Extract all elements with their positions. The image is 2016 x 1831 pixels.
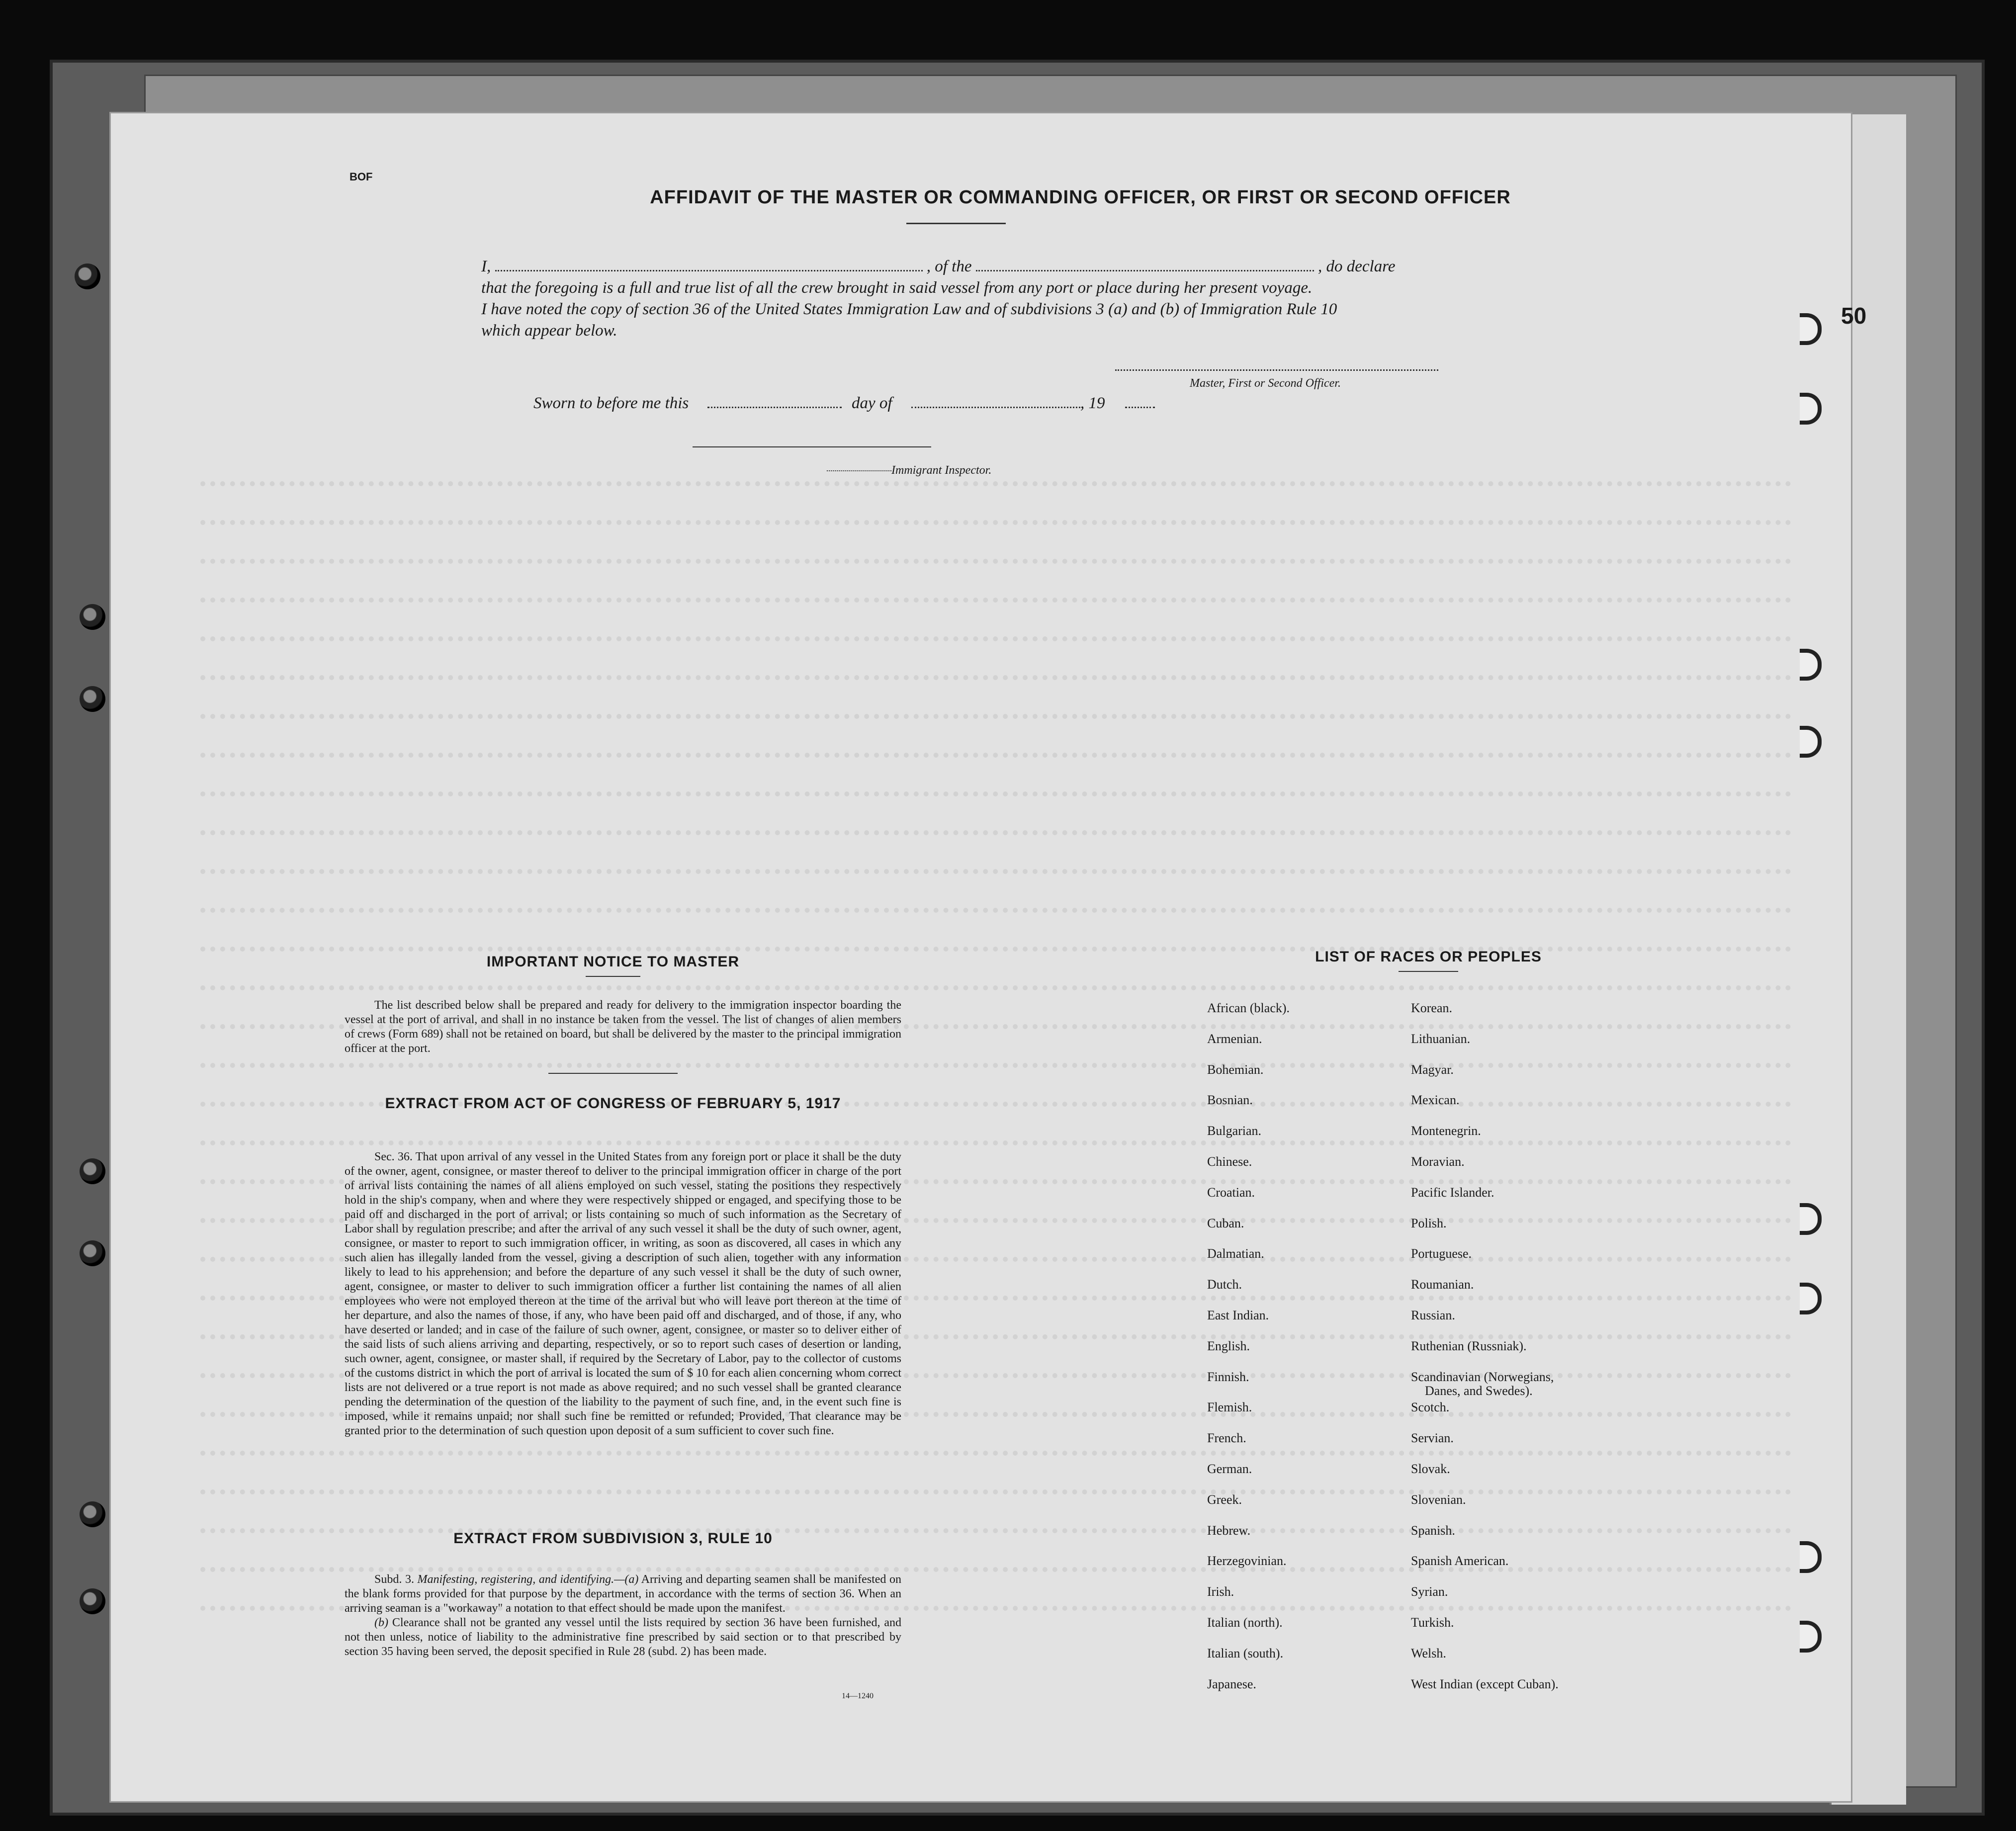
sworn-year: , 19: [1080, 394, 1105, 412]
race-item: Scotch.: [1411, 1400, 1450, 1415]
act-sec-label: Sec. 36.: [374, 1150, 413, 1163]
bleed-through-row: [200, 559, 1791, 568]
race-item: Greek.: [1207, 1492, 1242, 1507]
sworn-day-blank: [707, 407, 842, 408]
bleed-through-row: [200, 908, 1791, 917]
officer-label: Master, First or Second Officer.: [1190, 377, 1341, 390]
sworn-month-blank: [911, 407, 1080, 408]
race-item: English.: [1207, 1338, 1250, 1353]
act-text: That upon arrival of any vessel in the United States from any foreign port or place it shall be the duty of the owner, agent, consignee, or master thereof to deliver to the principal immigration officer in charge of the port of arrival lists containing the names of all aliens employed on such vessel, stating the positions they respectively hold in the ship's company, when and where they were respectively shipped or engaged, and specifying those to be paid off and discharged in the port of arrival; or lists containing so much of such information as the Secretary of Labor shall by regulation prescribe; and after the arrival of any such vessel it shall be the duty of such owner, agent, consignee, or master to report to such immigration officer, in writing, as soon as discovered, all cases in which any such alien has illegally landed from the vessel, giving a description of such alien, together with any information likely to lead to his apprehension; and before the departure of any such vessel it shall be the duty of such owner, agent, consignee, or master to deliver to such immigration officer a further list containing the names of all alien employees who were not employed thereon at the time of the arrival but who will leave port thereon at the time of her departure, and also the names of those, if any, who have been paid off and discharged, and of those, if any, who have deserted or landed; and in case of the failure of such owner, agent, consignee, or master so to deliver either of the said lists of such aliens arriving and departing, respectively, or so to report such cases of desertion or landing, such owner, agent, consignee, or master shall, if required by the Secretary of Labor, pay to the collector of customs of the customs district in which the port of arrival is located the sum of $ 10 for each alien concerning whom correct lists are not delivered or a true report is not made as above required; and no such vessel shall be granted clearance pending the determination of the question of the liability to the payment of such fine, and, in the event such fine is imposed, while it remains unpaid; nor shall such fine be remitted or refunded; Provided, That clearance may be granted prior to the determination of such question upon deposit of a sum sufficient to cover such fine.: [345, 1150, 901, 1437]
race-item: Roumanian.: [1411, 1277, 1474, 1292]
bleed-through-row: [200, 830, 1791, 839]
race-item: German.: [1207, 1462, 1252, 1476]
race-item: Chinese.: [1207, 1154, 1252, 1169]
rule-body: [345, 1572, 901, 1659]
race-item: Dalmatian.: [1207, 1246, 1264, 1261]
act-heading: EXTRACT FROM ACT OF CONGRESS OF FEBRUARY 5, 1917: [385, 1095, 841, 1112]
race-item: Russian.: [1411, 1308, 1455, 1322]
race-item: Croatian.: [1207, 1185, 1255, 1200]
race-item: Montenegrin.: [1411, 1124, 1481, 1138]
race-item: Servian.: [1411, 1431, 1454, 1446]
race-item: Moravian.: [1411, 1154, 1465, 1169]
race-item: Herzegovinian.: [1207, 1554, 1287, 1569]
race-item: Spanish American.: [1411, 1554, 1509, 1569]
binder-ring: [80, 1588, 105, 1614]
binder-ring: [80, 686, 105, 712]
bleed-through-row: [200, 985, 1791, 994]
rule-paragraph-a: [345, 1572, 901, 1616]
rule-text-a: Arriving and departing seamen shall be manifested on the blank forms provided for that purpose by the department, in accordance with the terms of section 36. When an arriving seaman is a "workaway" a notation to that effect should be made upon the manifest.: [345, 1573, 901, 1615]
form-number: 14—1240: [842, 1692, 874, 1700]
bleed-through-row: [200, 1140, 1791, 1149]
declaration-line-4: which appear below.: [481, 322, 617, 340]
race-item: Bohemian.: [1207, 1062, 1264, 1077]
race-item: Danes, and Swedes).: [1425, 1383, 1533, 1398]
vessel-blank: [976, 269, 1314, 271]
rule-paragraph-b: [345, 1616, 901, 1659]
race-item: French.: [1207, 1431, 1246, 1446]
races-rule: [1399, 971, 1458, 972]
bleed-through-row: [200, 869, 1791, 878]
inspector-signature-line: [693, 446, 931, 447]
race-item: Italian (south).: [1207, 1646, 1284, 1660]
inspector-label: Immigrant Inspector.: [891, 464, 992, 477]
race-item: Pacific Islander.: [1411, 1185, 1494, 1200]
sworn-start: Sworn to before me this: [533, 394, 689, 412]
edge-number: 50: [1841, 303, 1867, 329]
race-item: Irish.: [1207, 1584, 1234, 1599]
declaration-line-1: [481, 258, 1555, 276]
subd-title: Manifesting, registering, and identifying.—(a): [417, 1573, 639, 1586]
race-item: Slovenian.: [1411, 1492, 1466, 1507]
bleed-through-row: [200, 1063, 1791, 1072]
bleed-through-row: [200, 675, 1791, 684]
race-item: Spanish.: [1411, 1523, 1455, 1538]
bleed-through-row: [200, 714, 1791, 723]
manifest-page: [109, 112, 1867, 1803]
corner-code: BOF: [350, 171, 373, 183]
notice-body: [345, 998, 901, 1056]
race-item: Cuban.: [1207, 1216, 1244, 1230]
race-item: Lithuanian.: [1411, 1031, 1471, 1046]
sworn-day: day of: [852, 394, 892, 412]
race-item: Italian (north).: [1207, 1615, 1283, 1630]
race-item: Korean.: [1411, 1001, 1453, 1015]
race-item: Scandinavian (Norwegians,: [1411, 1369, 1554, 1384]
race-item: West Indian (except Cuban).: [1411, 1676, 1559, 1691]
inspector-dots: [827, 470, 891, 471]
rule-b-label: (b): [374, 1616, 388, 1629]
officer-signature-line: [1115, 369, 1438, 371]
declaration-line-2: that the foregoing is a full and true list of all the crew brought in said vessel from any port or place during her present voyage.: [481, 279, 1313, 297]
race-item: Ruthenian (Russniak).: [1411, 1338, 1527, 1353]
races-heading: LIST OF RACES OR PEOPLES: [1315, 949, 1542, 965]
race-item: Dutch.: [1207, 1277, 1242, 1292]
race-item: Flemish.: [1207, 1400, 1252, 1415]
act-body: [345, 1150, 901, 1438]
bleed-through-row: [200, 636, 1791, 645]
bleed-through-row: [200, 520, 1791, 529]
notice-rule: [586, 976, 640, 977]
race-item: Hebrew.: [1207, 1523, 1251, 1538]
line1-mid: , of the: [926, 258, 972, 275]
race-item: Turkish.: [1411, 1615, 1454, 1630]
bleed-through-row: [200, 1451, 1791, 1460]
bleed-through-row: [200, 1489, 1791, 1498]
line1-end: , do declare: [1317, 258, 1396, 275]
race-item: Armenian.: [1207, 1031, 1262, 1046]
line1-start: I,: [481, 258, 491, 275]
race-item: African (black).: [1207, 1001, 1290, 1015]
sworn-year-blank: [1125, 407, 1155, 408]
affidavit-heading: AFFIDAVIT OF THE MASTER OR COMMANDING OFFICER, OR FIRST OR SECOND OFFICER: [650, 187, 1511, 208]
heading-rule: [906, 223, 1006, 224]
race-item: Polish.: [1411, 1216, 1447, 1230]
binder-ring: [75, 263, 100, 289]
subd-label: Subd. 3.: [374, 1573, 414, 1586]
binder-ring: [80, 1501, 105, 1527]
race-item: East Indian.: [1207, 1308, 1269, 1322]
binder-ring: [80, 604, 105, 630]
bleed-through-row: [200, 481, 1791, 490]
notice-end-rule: [548, 1073, 678, 1074]
race-item: Welsh.: [1411, 1646, 1446, 1660]
rule-text-b: Clearance shall not be granted any vessel until the lists required by section 36 have been furnished, and not then unless, notice of liability to the administrative fine prescribed by said section or to that prescribed by section 35 having been served, the deposit specified in Rule 28 (subd. 2) has been made.: [345, 1616, 901, 1658]
act-paragraph: [345, 1150, 901, 1438]
race-item: Japanese.: [1207, 1676, 1256, 1691]
bleed-through-row: [200, 598, 1791, 607]
race-item: Portuguese.: [1411, 1246, 1472, 1261]
rule-heading: EXTRACT FROM SUBDIVISION 3, RULE 10: [453, 1530, 773, 1547]
bleed-through-row: [200, 753, 1791, 762]
notice-heading: IMPORTANT NOTICE TO MASTER: [486, 954, 740, 970]
notice-text: The list described below shall be prepared and ready for delivery to the immigration inspector boarding the vessel at the port of arrival, and shall in no instance be taken from the vessel. The list of changes of alien members of crews (Form 689) shall not be retained on board, but shall be delivered by the master to the principal immigration officer at the port.: [345, 999, 901, 1055]
race-item: Bulgarian.: [1207, 1124, 1262, 1138]
race-item: Mexican.: [1411, 1093, 1460, 1108]
declaration-line-3: I have noted the copy of section 36 of the United States Immigration Law and of subdivisions 3 (a) and (b) of Immigration Rule 10: [481, 300, 1337, 318]
race-item: Finnish.: [1207, 1369, 1249, 1384]
race-item: Magyar.: [1411, 1062, 1454, 1077]
race-item: Syrian.: [1411, 1584, 1448, 1599]
binder-ring: [80, 1158, 105, 1184]
binder-ring: [80, 1240, 105, 1266]
race-item: Slovak.: [1411, 1462, 1450, 1476]
name-blank: [495, 269, 923, 271]
bleed-through-row: [200, 791, 1791, 800]
race-item: Bosnian.: [1207, 1093, 1253, 1108]
